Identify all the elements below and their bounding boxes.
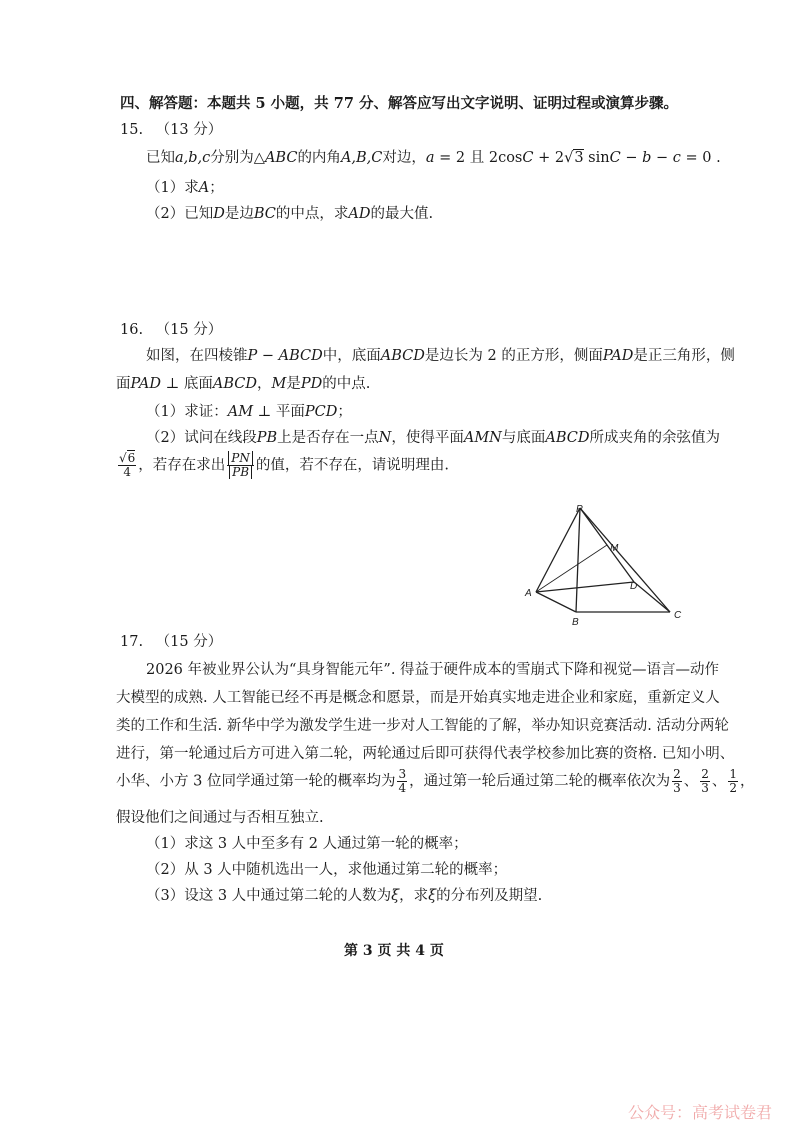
- frac-num: 2: [673, 767, 681, 781]
- label-D: D: [630, 581, 638, 592]
- q15-vars: a,b,c: [175, 150, 211, 166]
- edge-PC: [580, 508, 670, 612]
- label-C: C: [674, 610, 682, 621]
- q15-stem-text: = 2 且 2cos: [434, 150, 523, 166]
- q15-part2-var: BC: [253, 206, 276, 222]
- q15-part1: [146, 178, 224, 198]
- q17-line6: 假设他们之间通过与否相互独立.: [116, 810, 324, 826]
- q15-part2-var: D: [213, 206, 225, 222]
- q17-line3: 类的工作和生活. 新华中学为激发学生进一步对人工智能的了解，举办知识竞赛活动. 活动分两轮: [116, 718, 729, 734]
- q15-part2-text: 是边: [224, 206, 254, 222]
- q15-stem-text: 的内角: [297, 150, 341, 166]
- q17-line1: 2026 年被业界公认为“具身智能元年”. 得益于硬件成本的雪崩式下降和视觉—语言—动作: [146, 662, 720, 678]
- q16-text: 的中点.: [322, 376, 371, 392]
- label-A: A: [525, 588, 532, 599]
- q15-part1-var: A: [198, 180, 210, 196]
- q17-fraction-2-3-b: [700, 768, 710, 795]
- frac-den: 2: [729, 781, 738, 795]
- q15-sqrt-radicand: 3: [574, 150, 584, 166]
- q15-part1-text: （1）求: [146, 180, 199, 196]
- q17-fraction-2-3-a: [672, 768, 682, 795]
- q16-text: （2）试问在线段: [146, 430, 257, 446]
- q16-text: 上是否存在一点: [277, 430, 379, 446]
- q17-text: 、: [711, 773, 727, 790]
- q17-part3: [146, 886, 542, 906]
- q16-text: 面: [116, 376, 131, 392]
- frac-den: 3: [673, 781, 681, 795]
- q16-var: AMN: [463, 430, 502, 446]
- q17-fraction-3-4: [397, 768, 407, 795]
- page-footer: 第 3 页 共 4 页: [344, 943, 444, 959]
- q15-triangle: ABC: [264, 150, 298, 166]
- q15-stem-text: + 2: [533, 150, 565, 166]
- q16-text: 是: [286, 376, 301, 392]
- q15-part2-text: 的中点，求: [275, 206, 349, 222]
- q16-text: ，使得平面: [391, 430, 464, 446]
- q16-line4: [116, 452, 449, 479]
- q17-part1: （1）求这 3 人中至多有 2 人通过第一轮的概率；: [146, 836, 468, 852]
- q17-part2: （2）从 3 人中随机选出一人，求他通过第二轮的概率；: [146, 862, 508, 878]
- sqrt-symbol: √: [119, 451, 127, 465]
- edge-AD: [536, 582, 634, 592]
- q16-header: [120, 320, 222, 340]
- q15-angles: A,B,C: [340, 150, 383, 166]
- q15-part1-text: ；: [209, 180, 224, 196]
- q16-cos-fraction: [118, 452, 136, 479]
- q17-fraction-1-2: [728, 768, 738, 795]
- q15-part2-var: AD: [348, 206, 371, 222]
- frac-den: 3: [701, 781, 709, 795]
- q16-text: 是正三角形，侧: [633, 348, 735, 364]
- q15-stem-text: 分别为△: [210, 150, 265, 166]
- q17-text: ，求: [399, 888, 429, 904]
- q16-ratio-fraction: [227, 452, 254, 479]
- q17-text: ，: [740, 773, 755, 790]
- q15-stem-text: = 0 .: [680, 150, 721, 166]
- frac-num: 2: [701, 767, 709, 781]
- q15-stem-text: 对边，: [382, 150, 426, 166]
- q16-text: ；: [337, 404, 352, 420]
- watermark: 公众号：高考试卷君: [628, 1103, 773, 1122]
- q17-text: （3）设这 3 人中通过第二轮的人数为: [146, 888, 392, 904]
- label-P: P: [576, 504, 583, 515]
- q15-var: b: [642, 150, 652, 166]
- q16-ratio-den: PB: [229, 465, 252, 479]
- edge-PA: [536, 508, 580, 592]
- q16-var: P − ABCD: [247, 348, 323, 364]
- edge-AB: [536, 592, 576, 612]
- q17-text: 的分布列及期望.: [436, 888, 543, 904]
- q16-line2: [116, 374, 370, 394]
- q15-score: （13 分）: [155, 122, 223, 138]
- segment-AM: [536, 545, 607, 592]
- q15-part2-text: （2）已知: [146, 206, 214, 222]
- q16-text: 的值，若不存在，请说明理由.: [255, 457, 449, 474]
- q15-stem-text: −: [620, 150, 643, 166]
- q15-part2: [146, 204, 433, 224]
- q17-var-xi: ξ: [428, 888, 437, 904]
- q16-part1: [146, 402, 352, 422]
- q16-var: ABCD: [545, 430, 590, 446]
- q16-var: PAD: [130, 376, 162, 392]
- q15-var: c: [672, 150, 681, 166]
- q16-text: 如图，在四棱锥: [146, 348, 248, 364]
- q16-var: PAD: [602, 348, 634, 364]
- q16-text: 中，底面: [322, 348, 381, 364]
- q17-line2: 大模型的成熟. 人工智能已经不再是概念和愿景，而是开始真实地走进企业和家庭，重新定义人: [116, 690, 720, 706]
- q16-text: ⊥ 底面: [161, 376, 213, 392]
- frac-num: 1: [729, 767, 738, 781]
- q16-ratio-num: PN: [228, 451, 253, 465]
- q16-var: N: [378, 430, 392, 446]
- q15-stem: [146, 148, 721, 168]
- frac-num: 3: [398, 767, 407, 781]
- q16-var: PCD: [304, 404, 338, 420]
- frac-den: 4: [398, 781, 407, 795]
- q15-part2-text: 的最大值.: [370, 206, 434, 222]
- q15-var: a: [425, 150, 435, 166]
- label-M: M: [610, 543, 619, 554]
- q17-text: 、: [683, 773, 699, 790]
- q16-text: ，若存在求出: [138, 457, 226, 474]
- q16-score: （15 分）: [155, 322, 223, 338]
- q16-text: （1）求证：: [146, 404, 228, 420]
- q15-number: 15.: [120, 122, 144, 138]
- q15-stem-text: −: [651, 150, 673, 166]
- q16-text: 所成夹角的余弦值为: [589, 430, 720, 446]
- q17-number: 17.: [120, 634, 144, 650]
- q16-var: ABCD: [212, 376, 258, 392]
- q16-var: PD: [300, 376, 323, 392]
- q15-stem-text: sin: [583, 150, 610, 166]
- q17-line4: 进行，第一轮通过后方可进入第二轮，两轮通过后即可获得代表学校参加比赛的资格. 已知小明、: [116, 746, 735, 762]
- q17-text: ，通过第一轮后通过第二轮的概率依次为: [409, 773, 671, 790]
- q16-number: 16.: [120, 322, 144, 338]
- q15-header: [120, 120, 222, 140]
- q16-text: 与底面: [501, 430, 546, 446]
- q16-var: M: [271, 376, 287, 392]
- sqrt-symbol: √: [564, 150, 574, 166]
- q16-text: ，: [257, 376, 272, 392]
- q16-var: ABCD: [380, 348, 425, 364]
- q17-header: [120, 632, 222, 652]
- q16-frac-den: 4: [123, 465, 131, 479]
- q15-var: C: [522, 150, 534, 166]
- q16-text: 是边长为 2 的正方形，侧面: [424, 348, 603, 364]
- q16-text: ⊥ 平面: [253, 404, 305, 420]
- q17-score: （15 分）: [155, 634, 223, 650]
- q16-part2: [146, 428, 720, 448]
- pyramid-figure: [518, 500, 690, 630]
- section-heading: 四、解答题：本题共 5 小题，共 77 分、解答应写出文字说明、证明过程或演算步骤。: [120, 95, 678, 112]
- q15-stem-text: 已知: [146, 150, 175, 166]
- q17-text: 小华、小方 3 位同学通过第一轮的概率均为: [116, 773, 396, 790]
- q16-line1: [146, 346, 735, 366]
- q17-var-xi: ξ: [391, 888, 400, 904]
- q16-frac-num: 6: [127, 451, 136, 465]
- q16-var: AM: [227, 404, 254, 420]
- label-B: B: [572, 617, 579, 628]
- q16-var: PB: [256, 430, 278, 446]
- edge-CD: [634, 582, 670, 612]
- q15-var: C: [609, 150, 621, 166]
- q17-line5: [116, 768, 755, 795]
- edge-PB: [576, 508, 580, 612]
